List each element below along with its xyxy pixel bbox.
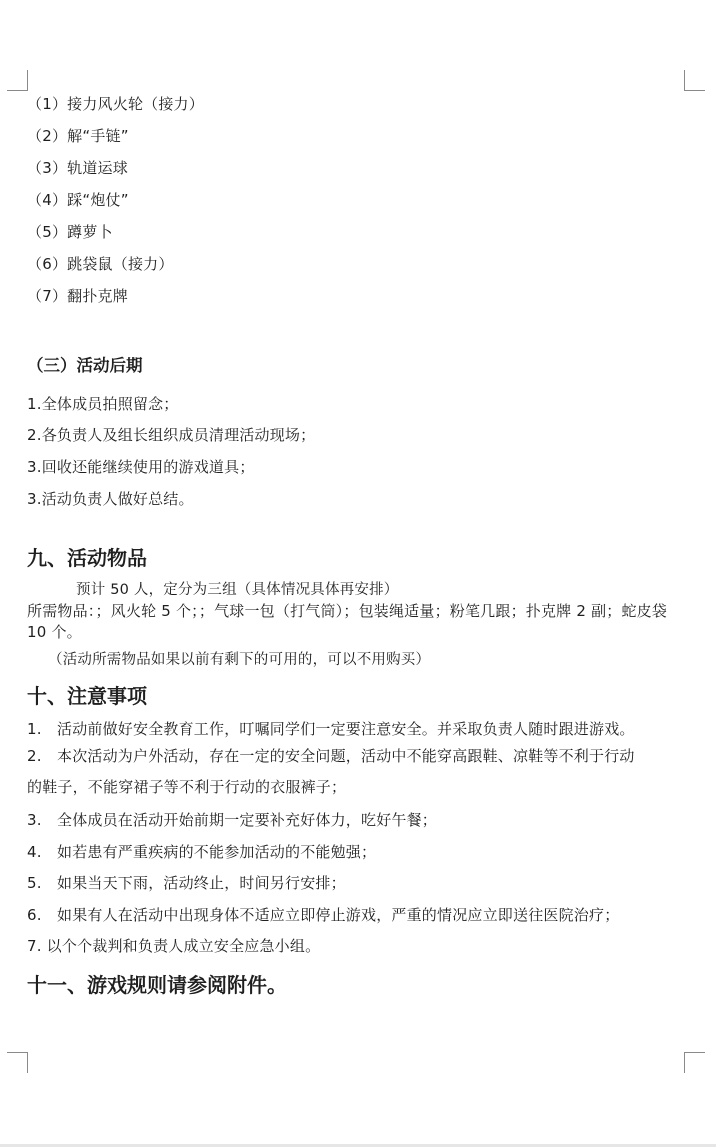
notice-text: 如果有人在活动中出现身体不适应立即停止游戏，严重的情况应立即送往医院治疗； bbox=[57, 906, 620, 924]
section-9-note: （活动所需物品如果以前有剩下的可用的，可以不用购买） bbox=[48, 652, 431, 668]
page-corner-top-left bbox=[7, 70, 28, 91]
section-10-heading: 十、注意事项 bbox=[27, 684, 147, 708]
post-event-item: 3.回收还能继续使用的游戏道具； bbox=[27, 458, 255, 476]
notice-item bbox=[27, 873, 346, 893]
notice-item bbox=[27, 810, 437, 830]
post-event-item: 1.全体成员拍照留念； bbox=[27, 395, 179, 413]
notice-item-continuation: 的鞋子，不能穿裙子等不利于行动的衣服裤子； bbox=[27, 778, 347, 796]
notice-item bbox=[27, 905, 619, 925]
page-corner-top-right bbox=[684, 70, 705, 91]
notice-item bbox=[27, 842, 376, 862]
notice-item bbox=[27, 746, 635, 766]
notice-text: 本次活动为户外活动，存在一定的安全问题，活动中不能穿高跟鞋、凉鞋等不利于行动 bbox=[57, 747, 635, 765]
notice-number: 1. bbox=[27, 720, 42, 738]
notice-number: 6. bbox=[27, 906, 42, 924]
notice-number: 5. bbox=[27, 874, 42, 892]
section-11-heading: 十一、游戏规则请参阅附件。 bbox=[27, 973, 287, 997]
notice-text: 如果当天下雨，活动终止，时间另行安排； bbox=[57, 874, 346, 892]
section-9-heading: 九、活动物品 bbox=[27, 546, 147, 570]
page-corner-bottom-right bbox=[684, 1052, 705, 1073]
notice-text: 活动前做好安全教育工作，叮嘱同学们一定要注意安全。并采取负责人随时跟进游戏。 bbox=[57, 720, 635, 738]
post-event-item: 3.活动负责人做好总结。 bbox=[27, 490, 194, 508]
section-9-estimate: 预计 50 人，定分为三组（具体情况具体再安排） bbox=[76, 582, 399, 598]
notice-number: 3. bbox=[27, 811, 42, 829]
game-list-item: （1）接力风火轮（接力） bbox=[27, 95, 204, 113]
game-list-item: （2）解“手链” bbox=[27, 127, 129, 145]
notice-text: 如若患有严重疾病的不能参加活动的不能勉强； bbox=[57, 843, 377, 861]
post-event-heading: （三）活动后期 bbox=[27, 356, 143, 375]
game-list-item: （5）蹲萝卜 bbox=[27, 223, 113, 241]
notice-number: 4. bbox=[27, 843, 42, 861]
notice-number: 2. bbox=[27, 747, 42, 765]
game-list-item: （6）跳袋鼠（接力） bbox=[27, 255, 174, 273]
game-list-item: （3）轨道运球 bbox=[27, 159, 128, 177]
game-list-item: （4）踩“炮仗” bbox=[27, 191, 129, 209]
post-event-item: 2.各负责人及组长组织成员清理活动现场； bbox=[27, 426, 316, 444]
section-9-items: 所需物品：；风火轮 5 个；；气球一包（打气筒）；包装绳适量；粉笔几跟；扑克牌 2 副；蛇皮袋 10 个。 bbox=[27, 602, 668, 641]
game-list-item: （7）翻扑克牌 bbox=[27, 287, 128, 305]
page-corner-bottom-left bbox=[7, 1052, 28, 1073]
notice-item bbox=[27, 719, 635, 739]
notice-item: 7. 以个个裁判和负责人成立安全应急小组。 bbox=[27, 937, 321, 955]
notice-text: 全体成员在活动开始前期一定要补充好体力，吃好午餐； bbox=[57, 811, 438, 829]
